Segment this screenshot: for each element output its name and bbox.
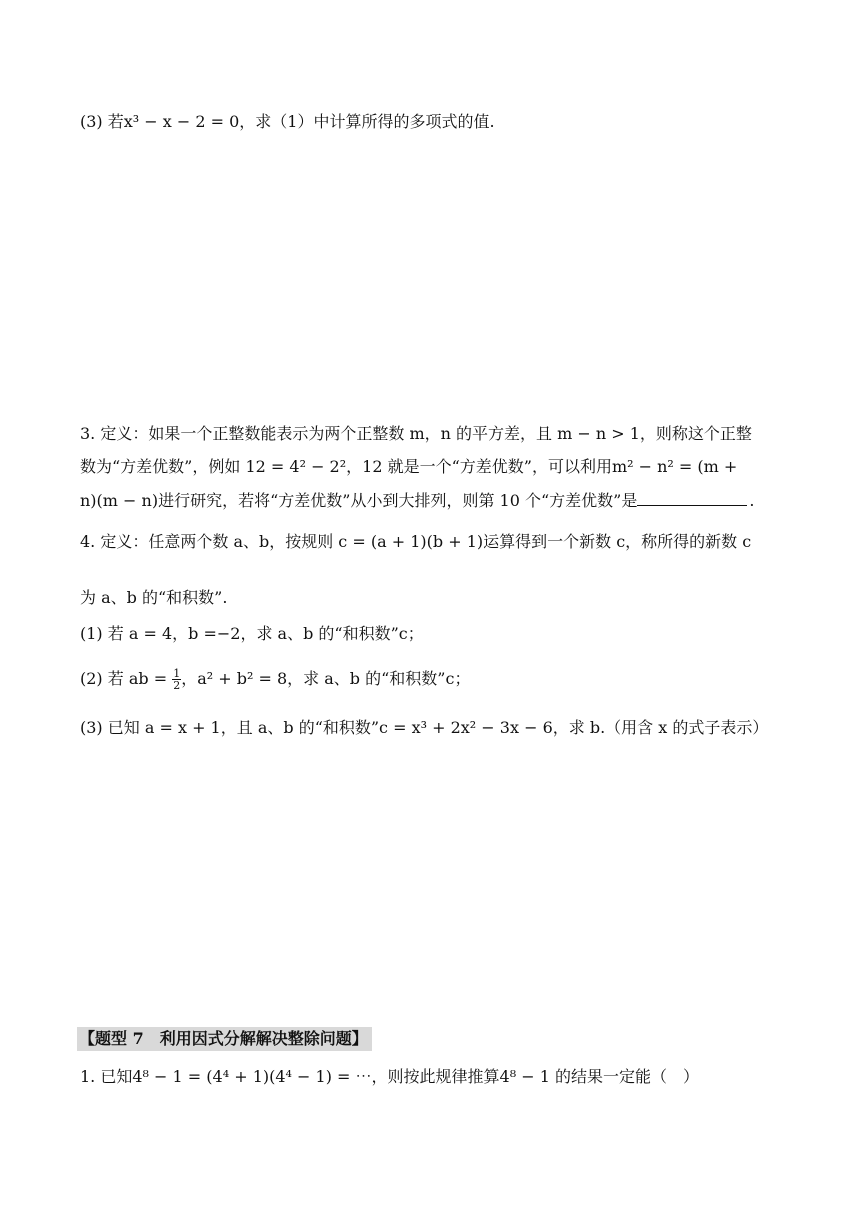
answer-blank[interactable] [637, 491, 747, 506]
question-4-part-1: (1) 若 a = 4，b =−2，求 a、b 的“和积数”c； [80, 624, 424, 643]
section-7-question-1: 1. 已知4⁸ − 1 = (4⁴ + 1)(4⁴ − 1) = ⋯，则按此规律推算4⁸ − 1 的结果一定能（ ） [80, 1067, 699, 1086]
question-4-part-3: (3) 已知 a = x + 1，且 a、b 的“和积数”c = x³ + 2x² − 3x − 6，求 b.（用含 x 的式子表示） [80, 718, 769, 737]
fraction-one-half [172, 668, 181, 691]
question-4-part-2 [80, 668, 470, 691]
question-3-line-3 [80, 491, 754, 511]
question-4-part-2-text-a: (2) 若 ab = [80, 669, 168, 688]
question-3-line-3-text: n)(m − n)进行研究，若将“方差优数”从小到大排列，则第 10 个“方差优数”是 [80, 491, 638, 510]
question-2-part-3: (3) 若x³ − x − 2 = 0，求（1）中计算所得的多项式的值. [80, 112, 495, 131]
question-3-line-1: 3. 定义：如果一个正整数能表示为两个正整数 m，n 的平方差，且 m − n > 1，则称这个正整 [80, 424, 752, 443]
fraction-numerator: 1 [173, 667, 181, 680]
fraction-denominator: 2 [173, 679, 181, 692]
question-4-line-2: 为 a、b 的“和积数”. [80, 588, 228, 607]
question-3-line-2: 数为“方差优数”，例如 12 = 4² − 2²，12 就是一个“方差优数”，可以利用m² − n² = (m + [80, 457, 738, 476]
question-3-line-3-end: . [749, 491, 755, 510]
question-4-part-2-text-b: ，a² + b² = 8，求 a、b 的“和积数”c； [181, 669, 471, 688]
section-heading: 【题型 7 利用因式分解解决整除问题】 [77, 1027, 372, 1051]
question-4-line-1: 4. 定义：任意两个数 a、b，按规则 c = (a + 1)(b + 1)运算得到一个新数 c，称所得的新数 c [80, 532, 752, 551]
